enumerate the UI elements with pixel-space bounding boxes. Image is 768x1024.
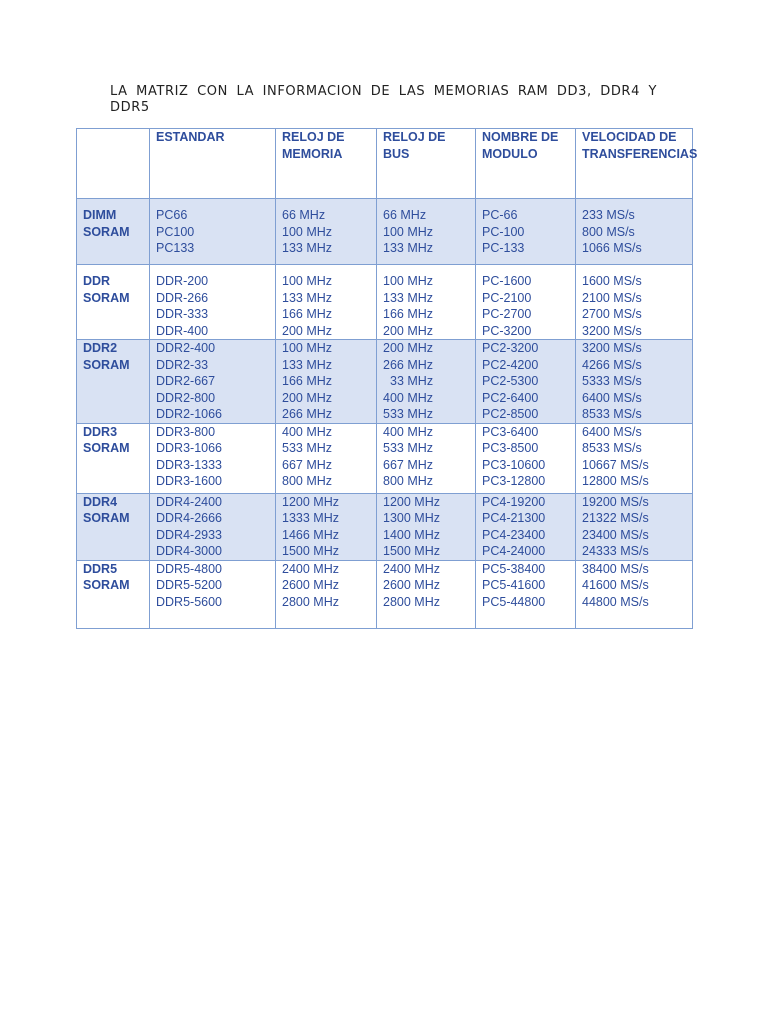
reloj-memoria-value: 1466 MHz: [282, 527, 339, 542]
modulo-value: PC3-8500: [482, 441, 539, 455]
modulo-value: PC4-23400: [482, 527, 546, 542]
reloj-bus-cell: [377, 265, 476, 340]
velocidad-value: 2100 MS/s: [582, 290, 642, 305]
reloj-memoria-value: 133 MHz: [282, 241, 333, 255]
reloj-memoria-cell: [276, 493, 377, 560]
estandar-cell: [150, 423, 276, 493]
document-title: LA MATRIZ CON LA INFORMACION DE LAS MEMORIAS RAM DD3, DDR4 Y DDR5: [110, 84, 657, 115]
velocidad-value: 3200 MS/s: [582, 341, 642, 355]
reloj-bus-value: 2400 MHz: [383, 561, 440, 576]
header-estandar: ESTANDAR: [150, 129, 276, 199]
estandar-value: PC133: [156, 241, 195, 255]
reloj-memoria-value: 667 MHz: [282, 457, 333, 472]
reloj-bus-value: 100 MHz: [383, 274, 434, 288]
reloj-memoria-value: 100 MHz: [282, 224, 333, 239]
modulo-value: PC5-38400: [482, 561, 546, 576]
estandar-value: DDR5-5600: [156, 594, 223, 609]
estandar-value: DDR-266: [156, 290, 209, 305]
modulo-value: PC-3200: [482, 323, 532, 338]
modulo-value: PC-133: [482, 241, 525, 255]
reloj-bus-cell: [377, 560, 476, 628]
velocidad-value: 233 MS/s: [582, 208, 635, 222]
modulo-cell: [476, 265, 576, 340]
modulo-value: PC-2700: [482, 307, 532, 321]
modulo-value: PC3-6400: [482, 424, 539, 439]
estandar-value: DDR4-2933: [156, 527, 223, 542]
estandar-value: DDR5-5200: [156, 578, 223, 592]
estandar-value: DDR5-4800: [156, 561, 223, 576]
reloj-memoria-value: 266 MHz: [282, 407, 333, 421]
reloj-memoria-value: 133 MHz: [282, 357, 333, 372]
velocidad-cell: [576, 493, 693, 560]
reloj-bus-value: 1300 MHz: [383, 511, 440, 525]
reloj-bus-value: 1500 MHz: [383, 544, 440, 558]
modulo-value: PC2-8500: [482, 407, 539, 421]
modulo-value: PC-2100: [482, 290, 532, 305]
row-type-cell: [77, 493, 150, 560]
row-type-cell: [77, 265, 150, 340]
header-reloj-bus: RELOJ DE BUS: [377, 129, 476, 199]
velocidad-value: 38400 MS/s: [582, 561, 649, 576]
modulo-value: PC5-41600: [482, 578, 546, 592]
reloj-bus-value: 400 MHz: [383, 390, 434, 405]
estandar-value: DDR-200: [156, 274, 209, 288]
modulo-value: PC-1600: [482, 274, 532, 288]
velocidad-value: 8533 MS/s: [582, 441, 642, 455]
row-type-cell: [77, 423, 150, 493]
velocidad-value: 21322 MS/s: [582, 511, 649, 525]
reloj-bus-value: 166 MHz: [383, 307, 434, 321]
header-velocidad: VELOCIDAD DE TRANSFERENCIAS: [576, 129, 693, 199]
table-row: [77, 199, 693, 265]
modulo-value: PC-100: [482, 224, 525, 239]
header-empty: [77, 129, 150, 199]
row-type-cell: [77, 560, 150, 628]
reloj-memoria-value: 166 MHz: [282, 307, 333, 321]
reloj-bus-value: 800 MHz: [383, 474, 434, 488]
table-row: [77, 493, 693, 560]
reloj-bus-cell: [377, 199, 476, 265]
reloj-memoria-value: 800 MHz: [282, 474, 333, 488]
reloj-memoria-value: 133 MHz: [282, 290, 333, 305]
estandar-value: DDR3-1600: [156, 474, 223, 488]
reloj-bus-cell: [377, 423, 476, 493]
modulo-value: PC2-3200: [482, 341, 539, 355]
table-row: [77, 560, 693, 628]
reloj-bus-value: 200 MHz: [383, 323, 434, 338]
modulo-value: PC2-4200: [482, 357, 539, 372]
reloj-memoria-cell: [276, 199, 377, 265]
velocidad-value: 5333 MS/s: [582, 374, 642, 388]
velocidad-value: 19200 MS/s: [582, 494, 649, 509]
estandar-value: DDR-333: [156, 307, 209, 321]
reloj-bus-cell: [377, 493, 476, 560]
reloj-bus-value: 1400 MHz: [383, 527, 440, 542]
estandar-cell: [150, 560, 276, 628]
estandar-value: DDR2-667: [156, 374, 216, 388]
reloj-memoria-cell: [276, 265, 377, 340]
row-type-label: DDR2 SORAM: [83, 341, 130, 372]
modulo-value: PC4-21300: [482, 511, 546, 525]
velocidad-value: 6400 MS/s: [582, 390, 642, 405]
row-type-label: DDR3 SORAM: [83, 424, 130, 455]
ram-matrix-table: [76, 128, 698, 629]
reloj-memoria-cell: [276, 340, 377, 424]
velocidad-value: 3200 MS/s: [582, 323, 642, 338]
modulo-value: PC4-24000: [482, 544, 546, 558]
reloj-bus-value: 1200 MHz: [383, 494, 440, 509]
estandar-cell: [150, 199, 276, 265]
estandar-value: DDR4-2666: [156, 511, 223, 525]
velocidad-value: 12800 MS/s: [582, 474, 649, 488]
velocidad-value: 2700 MS/s: [582, 307, 642, 321]
header-reloj-memoria: RELOJ DE MEMORIA: [276, 129, 377, 199]
reloj-bus-value: 66 MHz: [383, 208, 427, 222]
velocidad-cell: [576, 340, 693, 424]
estandar-value: DDR4-2400: [156, 494, 223, 509]
reloj-memoria-cell: [276, 560, 377, 628]
estandar-value: DDR2-400: [156, 341, 216, 355]
velocidad-cell: [576, 423, 693, 493]
velocidad-value: 41600 MS/s: [582, 578, 649, 592]
row-type-label: DIMM SORAM: [83, 208, 130, 239]
reloj-bus-value: 2600 MHz: [383, 578, 440, 592]
reloj-memoria-value: 100 MHz: [282, 341, 333, 355]
reloj-bus-value: 133 MHz: [383, 241, 434, 255]
estandar-value: PC66: [156, 208, 188, 222]
reloj-memoria-value: 2400 MHz: [282, 561, 339, 576]
table-row: [77, 340, 693, 424]
velocidad-value: 23400 MS/s: [582, 527, 649, 542]
table-header-row: [77, 129, 693, 199]
modulo-value: PC2-6400: [482, 390, 539, 405]
estandar-value: DDR-400: [156, 323, 209, 338]
velocidad-cell: [576, 560, 693, 628]
reloj-memoria-value: 200 MHz: [282, 390, 333, 405]
modulo-cell: [476, 493, 576, 560]
estandar-value: DDR2-1066: [156, 407, 223, 421]
row-type-label: DDR4 SORAM: [83, 494, 130, 525]
reloj-memoria-value: 166 MHz: [282, 374, 333, 388]
modulo-cell: [476, 423, 576, 493]
estandar-value: DDR3-800: [156, 424, 216, 439]
estandar-value: PC100: [156, 224, 195, 239]
velocidad-cell: [576, 199, 693, 265]
modulo-value: PC3-10600: [482, 457, 546, 472]
velocidad-value: 10667 MS/s: [582, 457, 649, 472]
row-type-label: DDR5 SORAM: [83, 561, 130, 592]
reloj-memoria-value: 2800 MHz: [282, 594, 339, 609]
reloj-memoria-value: 400 MHz: [282, 424, 333, 439]
modulo-value: PC5-44800: [482, 594, 546, 609]
velocidad-value: 1066 MS/s: [582, 241, 642, 255]
reloj-memoria-value: 533 MHz: [282, 441, 333, 455]
modulo-cell: [476, 199, 576, 265]
velocidad-value: 4266 MS/s: [582, 357, 642, 372]
reloj-bus-cell: [377, 340, 476, 424]
reloj-bus-value: 400 MHz: [383, 424, 434, 439]
estandar-cell: [150, 340, 276, 424]
reloj-memoria-value: 100 MHz: [282, 274, 333, 288]
reloj-bus-value: 533 MHz: [383, 407, 434, 421]
reloj-memoria-value: 2600 MHz: [282, 578, 339, 592]
reloj-bus-value: 266 MHz: [383, 357, 434, 372]
header-nombre-modulo: NOMBRE DE MODULO: [476, 129, 576, 199]
estandar-value: DDR3-1333: [156, 457, 223, 472]
table-row: [77, 265, 693, 340]
velocidad-value: 24333 MS/s: [582, 544, 649, 558]
velocidad-value: 1600 MS/s: [582, 274, 642, 288]
velocidad-value: 44800 MS/s: [582, 594, 649, 609]
modulo-cell: [476, 560, 576, 628]
reloj-bus-value: 133 MHz: [383, 290, 434, 305]
estandar-cell: [150, 493, 276, 560]
estandar-value: DDR2-33: [156, 357, 209, 372]
row-type-label: DDR SORAM: [83, 274, 130, 305]
reloj-bus-value: 2800 MHz: [383, 594, 440, 609]
velocidad-cell: [576, 265, 693, 340]
velocidad-value: 6400 MS/s: [582, 424, 642, 439]
estandar-value: DDR4-3000: [156, 544, 223, 558]
reloj-memoria-value: 66 MHz: [282, 208, 326, 222]
reloj-memoria-value: 200 MHz: [282, 323, 333, 338]
reloj-bus-value: 33 MHz: [390, 374, 434, 388]
estandar-value: DDR2-800: [156, 390, 216, 405]
reloj-bus-value: 100 MHz: [383, 224, 434, 239]
modulo-value: PC4-19200: [482, 494, 546, 509]
velocidad-value: 8533 MS/s: [582, 407, 642, 421]
reloj-bus-value: 667 MHz: [383, 457, 434, 472]
reloj-memoria-value: 1333 MHz: [282, 511, 339, 525]
reloj-memoria-value: 1200 MHz: [282, 494, 339, 509]
reloj-memoria-value: 1500 MHz: [282, 544, 339, 558]
estandar-cell: [150, 265, 276, 340]
row-type-cell: [77, 199, 150, 265]
velocidad-value: 800 MS/s: [582, 224, 635, 239]
modulo-value: PC2-5300: [482, 374, 539, 388]
reloj-bus-value: 533 MHz: [383, 441, 434, 455]
reloj-memoria-cell: [276, 423, 377, 493]
reloj-bus-value: 200 MHz: [383, 341, 434, 355]
modulo-value: PC3-12800: [482, 474, 546, 488]
table-body: [77, 199, 693, 629]
estandar-value: DDR3-1066: [156, 441, 223, 455]
row-type-cell: [77, 340, 150, 424]
modulo-cell: [476, 340, 576, 424]
table-row: [77, 423, 693, 493]
modulo-value: PC-66: [482, 208, 518, 222]
